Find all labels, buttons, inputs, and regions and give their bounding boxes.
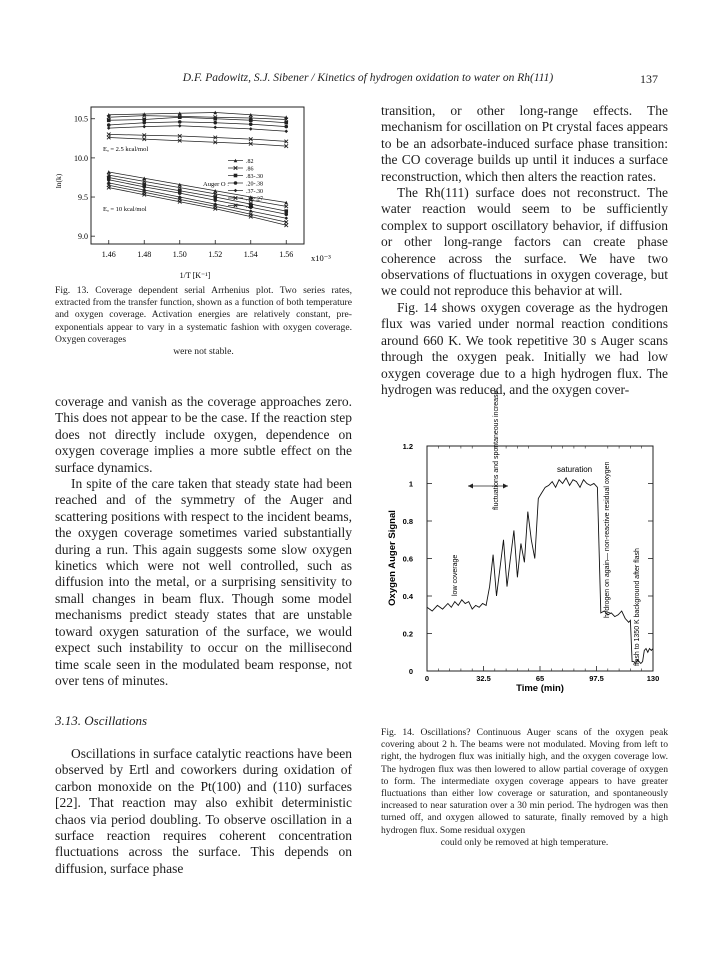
hydrogen-on-label: hydrogen on again— non-reactive residual oxygen (604, 461, 611, 618)
data-point (284, 209, 288, 213)
data-point (213, 117, 217, 121)
oxygen-signal-trace (427, 478, 653, 664)
x-tick-label: 97.5 (589, 674, 604, 683)
plot-frame-14 (427, 446, 653, 671)
data-point (249, 119, 253, 123)
data-point (107, 178, 111, 182)
data-point (284, 121, 288, 125)
data-point (213, 195, 217, 199)
data-point (107, 126, 111, 130)
right-paragraph-3: Fig. 14 shows oxygen coverage as the hydrogen flux was varied under normal reaction conditions around 660 K. We took repetitive 30 s Auger scans through the oxygen peak. Initially we had low oxygen coverage due to a high hydrogen flux. The hydrogen was reduced, and the oxygen cover- (381, 299, 668, 397)
page-number: 137 (640, 72, 658, 86)
caption-13-text: Fig. 13. Coverage dependent serial Arrhenius plot. Two series rates, extracted from the transfer function, shown as a function of both temperature and oxygen coverage. Activation energies are relatively constant, pre-exponentials appear to vary in a systematic fashion with oxygen coverage. Oxygen coverages (55, 285, 352, 345)
data-point (142, 185, 146, 189)
running-head: D.F. Padowitz, S.J. Sibener / Kinetics of hydrogen oxidation to water on Rh(111) (182, 72, 554, 84)
figure-14-ticks (403, 442, 660, 683)
data-point (234, 189, 238, 193)
x-axis-label-14: Time (min) (516, 683, 564, 694)
data-point (284, 125, 288, 129)
x-tick-label: 1.48 (137, 250, 152, 259)
legend-label: .86 (246, 166, 254, 173)
y-axis-label: ln(k) (54, 173, 63, 189)
legend-title: Auger O : (203, 181, 229, 188)
legend-label: .37-.30 (246, 189, 263, 195)
series-line (109, 122, 286, 127)
x-tick-label: 1.56 (279, 250, 294, 259)
data-point (284, 216, 288, 220)
x-multiplier: x10⁻³ (311, 253, 331, 263)
x-tick-label: 65 (535, 674, 545, 683)
left-paragraph-3: Oscillations in surface catalytic reactions have been observed by Ertl and coworkers during oxidation of carbon monoxide on the Pt(100) and (110) surfaces [22]. That reaction may also exhibit deterministic chaos via period doubling. To observe oscillation in a surface reaction requires coherent concentration fluctuations across the surface. This depends on diffusion, surface phase (55, 746, 352, 876)
x-tick-label: 32.5 (476, 674, 491, 683)
data-point (234, 174, 238, 178)
data-point (284, 212, 288, 216)
arrow-left-head (468, 484, 473, 489)
page-header (0, 72, 720, 88)
y-tick-label: 1.2 (402, 442, 413, 451)
figure-13 (55, 103, 360, 285)
y-tick-label: 0.4 (402, 592, 413, 601)
arrow-right-head (503, 484, 508, 489)
y-tick-label: 9.0 (78, 232, 88, 242)
data-point (234, 181, 238, 185)
y-tick-label: 1 (408, 479, 413, 489)
ea-bottom-label: Eₐ = 10 kcal/mol (103, 206, 147, 213)
x-axis-label: 1/T [K⁻¹] (179, 271, 211, 280)
legend-label: .83-.30 (246, 174, 263, 180)
saturation-label: saturation (557, 465, 593, 474)
figure-13-legend (228, 159, 263, 210)
series-line (109, 138, 286, 147)
data-point (249, 122, 253, 126)
ea-top-label: Eₐ = 2.5 kcal/mol (103, 146, 149, 153)
data-point (249, 127, 253, 131)
x-tick-label: 1.46 (101, 250, 116, 259)
left-column-body (55, 394, 352, 689)
figure-14-series (427, 478, 653, 664)
data-point (178, 124, 182, 128)
x-tick-label: 1.54 (243, 250, 258, 259)
right-column-top (381, 103, 668, 398)
data-point (213, 121, 217, 125)
data-point (178, 191, 182, 195)
legend-label: .20-.38 (246, 181, 263, 188)
series-line (109, 134, 286, 141)
data-point (142, 125, 146, 129)
low-coverage-label: low coverage (452, 554, 459, 596)
data-point (178, 120, 182, 124)
right-paragraph-1: transition, or other long-range effects. The mechanism for oscillation on Pt crystal faces appears to be an adsorbate-induced surface phase transition: the CO coverage builds up until it induces a surface reconstruction, which then alters the reaction rates. (381, 103, 668, 184)
legend-label: .24 (246, 204, 254, 210)
x-tick-label: 1.50 (172, 250, 187, 259)
y-tick-label: 0.6 (402, 554, 413, 564)
data-point (213, 198, 217, 202)
figure-13-chart (55, 103, 360, 285)
right-paragraph-2: The Rh(111) surface does not reconstruct. The water reaction would seem to be sufficiently complex to support oscillatory behavior, if diffusion or other long-range factors can create phase coherence across the surface. We have two observations of fluctuations in oxygen coverage, but we could not reproduce this behavior at will. (381, 185, 668, 299)
y-tick-label: 9.5 (78, 193, 88, 203)
data-point (107, 119, 111, 123)
y-axis-label-14: Oxygen Auger Signal (387, 510, 398, 606)
figure-14-caption (381, 727, 668, 849)
y-tick-label: 0 (408, 667, 413, 676)
caption-13-last-line: were not stable. (173, 346, 234, 358)
figure-14-chart (381, 390, 671, 723)
y-tick-label: 0.8 (402, 517, 413, 526)
figure-14 (381, 390, 671, 723)
y-tick-label: 10.0 (74, 153, 88, 163)
data-point (213, 126, 217, 130)
section-heading: 3.13. Oscillations (55, 713, 148, 728)
legend-label: .18-.27 (246, 196, 263, 203)
series-line (109, 116, 286, 120)
x-tick-label: 1.52 (208, 250, 223, 259)
data-point (142, 118, 146, 122)
flash-label: flash to 1350 K background after flash (634, 548, 641, 666)
left-paragraph-2: In spite of the care taken that steady state had been reached and of the symmetry of the Auger and scattering positions with respect to the incident beams, the oxygen coverage sometimes varied substantially during a run. This again suggests some slow oxygen kinetics which were not well controlled, such as diffusion into the metal, or a surprising sensitivity to small changes in beam flux. Though some model mechanisms predict steady states that are unstable toward oxygen saturation of the surface, we would expect such instability to occur on the millisecond time scale seen in the modulated beam response, not over tens of minutes. (55, 476, 352, 688)
data-point (284, 129, 288, 133)
figure-13-caption (55, 285, 352, 358)
y-tick-label: 10.5 (74, 114, 88, 124)
x-tick-label: 130 (646, 674, 660, 683)
legend-label: .82 (246, 159, 254, 165)
fluctuations-label: fluctuations and spontaneous increase (493, 390, 500, 510)
caption-14-last-line: could only be removed at high temperature. (440, 836, 609, 848)
data-point (107, 123, 111, 127)
y-tick-label: 0.2 (402, 629, 413, 639)
x-tick-label: 0 (424, 674, 430, 683)
series-line (109, 126, 286, 132)
data-point (178, 115, 182, 119)
data-point (142, 121, 146, 125)
left-column-oscillations (55, 746, 352, 877)
caption-14-text: Fig. 14. Oscillations? Continuous Auger scans of the oxygen peak covering about 2 h. The beams were not modulated. Moving from left to right, the hydrogen flux was initially high, and the oxygen coverage low. The hydrogen flux was then lowered to allow partial coverage of oxygen to form. The intermediate oxygen coverage appears to have greater fluctuations than either low coverage or saturation, and spontaneously increased to near saturation over a 30 min period. The hydrogen was then turned off, and oxygen allowed to saturate, finally removed by a high hydrogen flux. Some residual oxygen (381, 727, 668, 836)
left-paragraph-1: coverage and vanish as the coverage approaches zero. This does not appear to be the case. If the reaction step does not directly include oxygen, dependence on oxygen coverage implies a more subtle effect on the surface dynamics. (55, 394, 352, 475)
